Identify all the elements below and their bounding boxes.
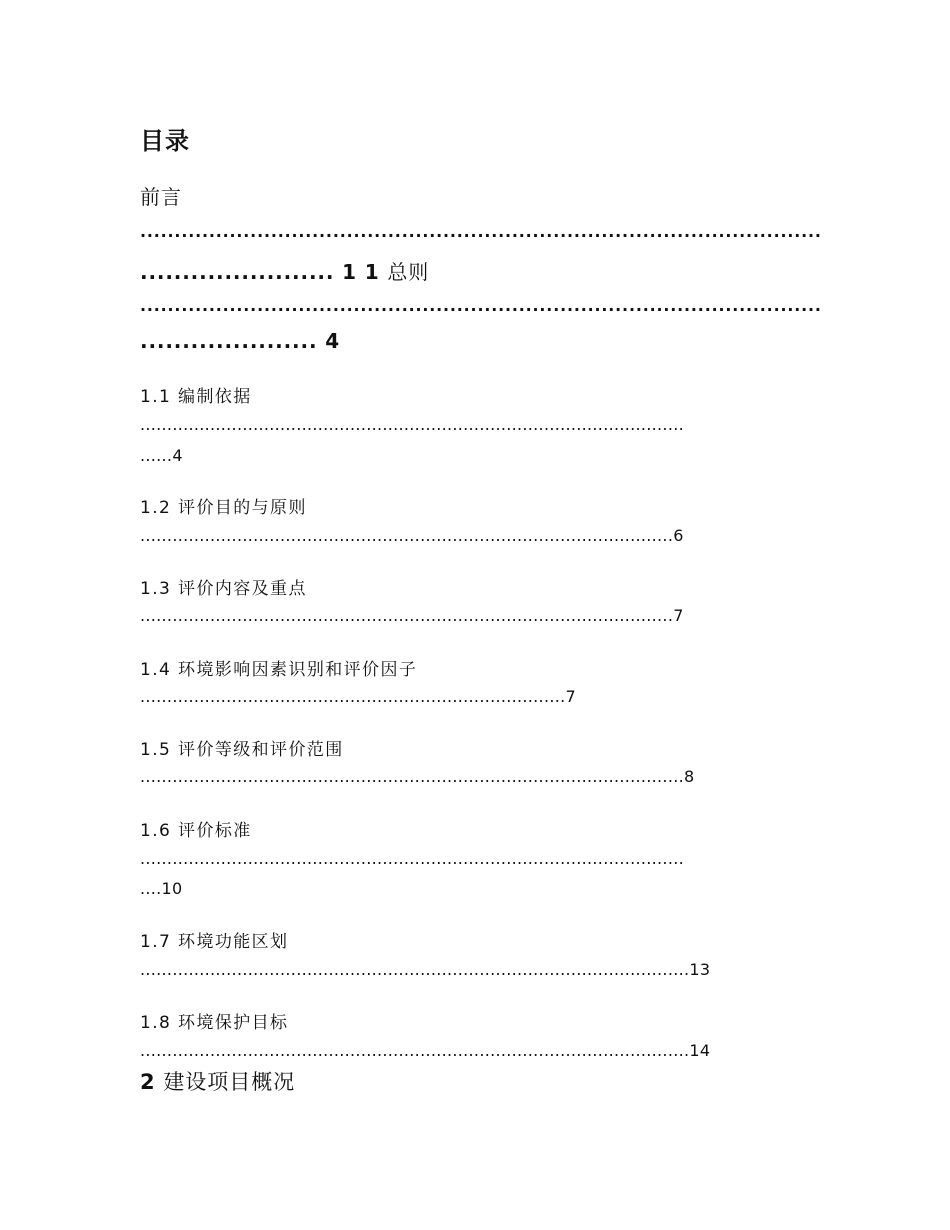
toc-leader-dots: ....................... <box>140 260 335 284</box>
toc-title: 目录 <box>140 127 190 155</box>
toc-entry-preface[interactable]: 前言 <box>140 185 182 209</box>
toc-entry-1-7[interactable]: 1.7 环境功能区划 <box>140 932 289 952</box>
toc-leader-1-8: ......................................................................................................14 <box>140 1041 711 1060</box>
toc-leader-chapter1-1: ................................................................................................... <box>140 296 822 315</box>
toc-chapter-title-1[interactable]: 总则 <box>387 260 430 284</box>
toc-leader-1-1: ..................................................................................................... <box>140 415 684 434</box>
toc-leader-chapter1-2 <box>140 329 340 353</box>
toc-entry-1-1[interactable]: 1.1 编制依据 <box>140 387 252 407</box>
toc-page-number-preface: 1 <box>342 260 357 284</box>
toc-entry-1-5[interactable]: 1.5 评价等级和评价范围 <box>140 740 344 760</box>
toc-entry-1-8[interactable]: 1.8 环境保护目标 <box>140 1013 289 1033</box>
toc-leader-preface-2[interactable] <box>140 256 429 285</box>
toc-entry-1-6[interactable]: 1.6 评价标准 <box>140 821 252 841</box>
toc-entry-1-2[interactable]: 1.2 评价目的与原则 <box>140 498 307 518</box>
toc-leader-preface-1: ................................................................................................... <box>140 222 822 241</box>
toc-page-number-1-1: ......4 <box>140 446 183 465</box>
toc-leader-1-3: ...................................................................................................7 <box>140 606 684 625</box>
toc-leader-dots: ..................... <box>140 329 318 353</box>
toc-leader-1-7: ......................................................................................................13 <box>140 960 711 979</box>
toc-leader-1-6: ..................................................................................................... <box>140 849 684 868</box>
toc-page-number-chapter1: 4 <box>325 329 341 353</box>
toc-chapter-number-1: 1 <box>364 260 380 284</box>
toc-entry-1-4[interactable]: 1.4 环境影响因素识别和评价因子 <box>140 660 418 680</box>
toc-leader-1-2: ...................................................................................................6 <box>140 526 684 545</box>
toc-chapter-title-2: 建设项目概况 <box>163 1070 296 1094</box>
toc-leader-1-5: .....................................................................................................8 <box>140 767 695 786</box>
toc-leader-1-4: ...............................................................................7 <box>140 687 576 706</box>
toc-entry-chapter-2[interactable] <box>140 1066 295 1096</box>
toc-page-number-1-6: ....10 <box>140 879 183 898</box>
toc-entry-1-3[interactable]: 1.3 评价内容及重点 <box>140 579 307 599</box>
toc-chapter-number-2: 2 <box>140 1070 156 1094</box>
